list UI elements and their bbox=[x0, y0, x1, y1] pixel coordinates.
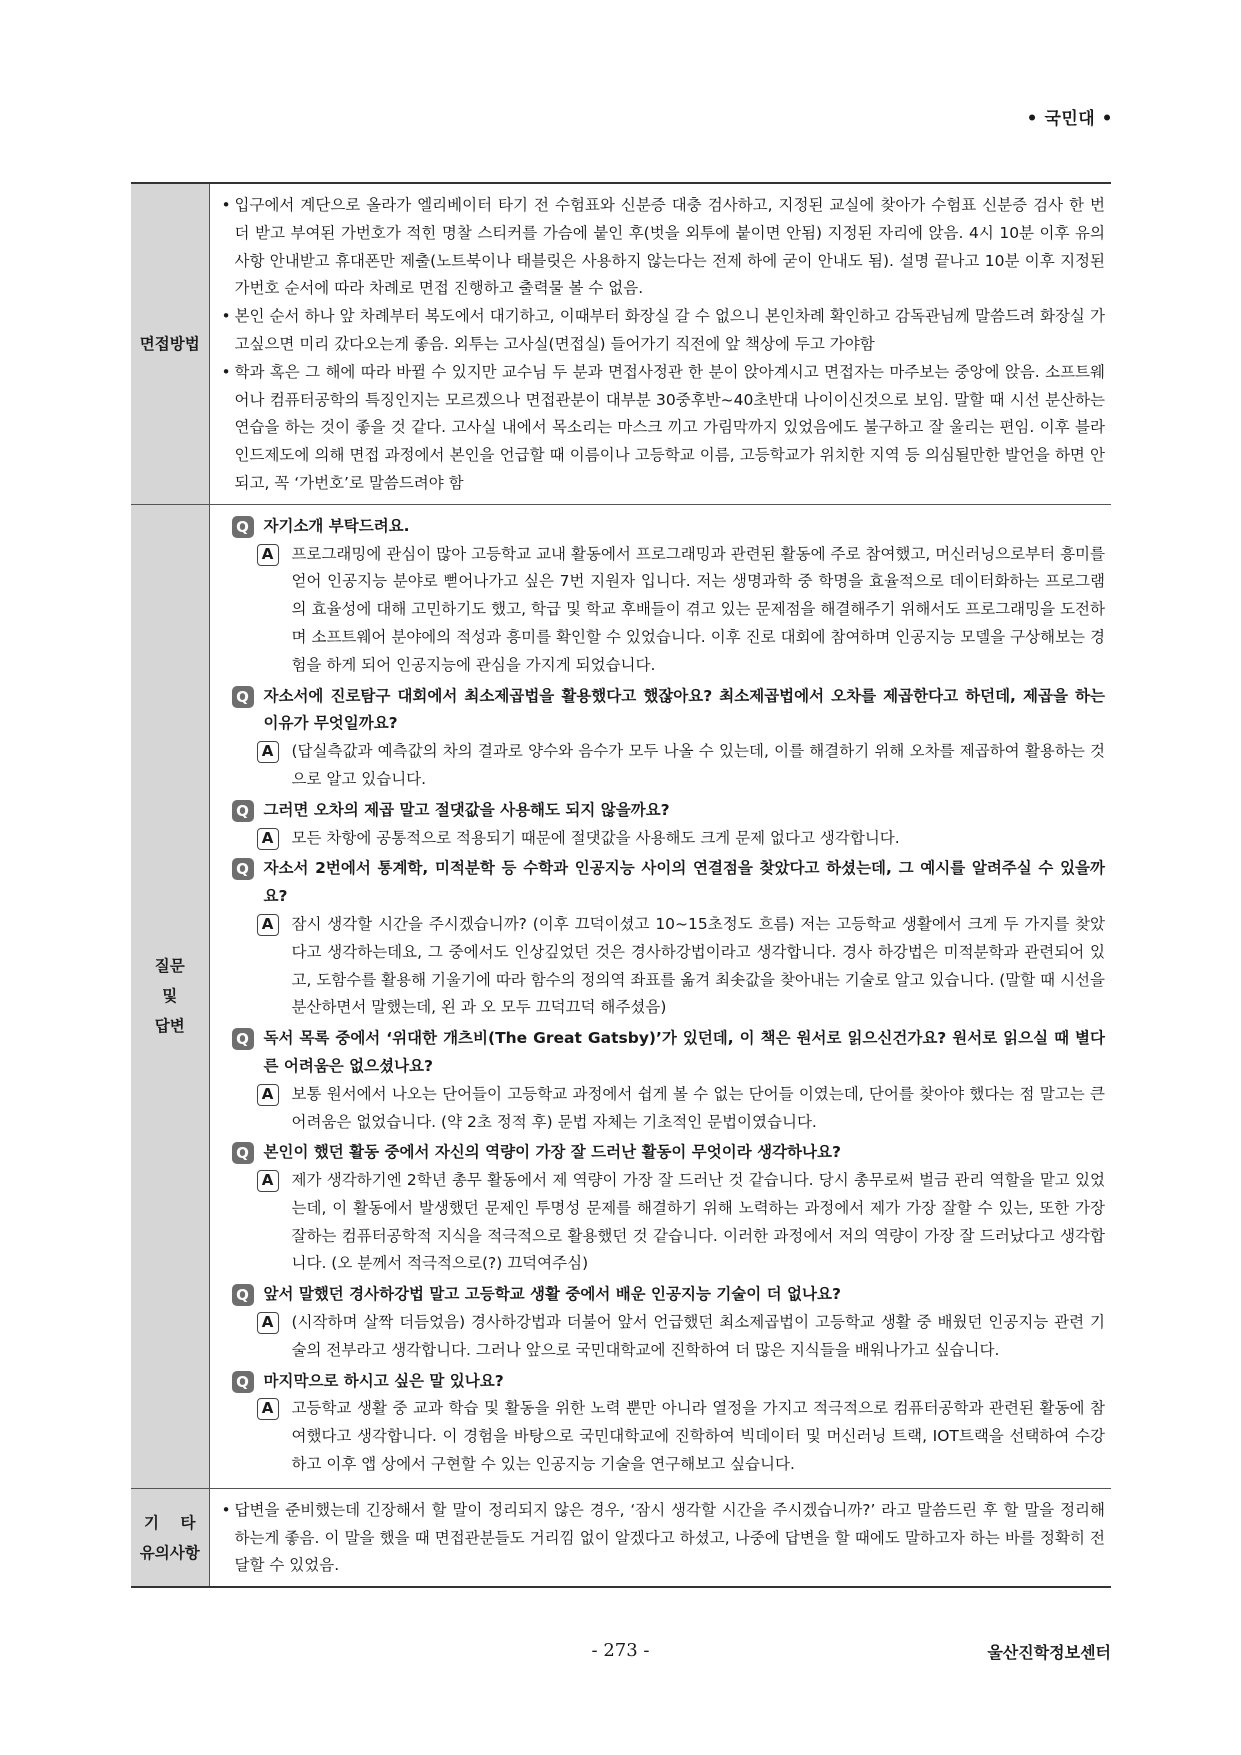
etc-label-line: 기 타 bbox=[143, 1513, 196, 1532]
answer-row bbox=[222, 738, 1106, 794]
etc-label-line: 유의사항 bbox=[139, 1543, 200, 1562]
question-badge-icon: Q bbox=[232, 1371, 254, 1393]
answer-row bbox=[222, 1167, 1106, 1278]
qa-item bbox=[222, 1368, 1106, 1479]
question-badge-icon: Q bbox=[232, 516, 254, 538]
question-text: 본인이 했던 활동 중에서 자신의 역량이 가장 잘 드러난 활동이 무엇이라 생각하나요? bbox=[263, 1143, 841, 1162]
answer-row bbox=[222, 1395, 1106, 1478]
interview-table bbox=[131, 182, 1111, 1588]
answer-row bbox=[222, 1081, 1106, 1137]
question-text: 자소서 2번에서 통계학, 미적분학 등 수학과 인공지능 사이의 연결점을 찾았다고 하셨는데, 그 예시를 알려주실 수 있을까요? bbox=[263, 859, 1105, 906]
answer-text: 모든 차항에 공통적으로 적용되기 때문에 절댓값을 사용해도 크게 문제 없다고 생각합니다. bbox=[291, 828, 900, 847]
qa-item bbox=[222, 1025, 1106, 1136]
etc-bullet-list bbox=[222, 1497, 1106, 1580]
question-row bbox=[222, 1025, 1106, 1081]
answer-badge-icon: A bbox=[257, 1398, 279, 1420]
answer-badge-icon: A bbox=[257, 741, 279, 763]
question-badge-icon: Q bbox=[232, 1028, 254, 1050]
question-row bbox=[222, 683, 1106, 739]
question-badge-icon: Q bbox=[232, 1284, 254, 1306]
question-text: 자소서에 진로탐구 대회에서 최소제곱법을 활용했다고 했잖아요? 최소제곱법에서 오차를 제곱한다고 하던데, 제곱을 하는 이유가 무엇일까요? bbox=[263, 686, 1105, 733]
answer-row bbox=[222, 825, 1106, 853]
method-content bbox=[209, 183, 1111, 504]
etc-label bbox=[131, 1488, 209, 1587]
answer-text: (시작하며 살짝 더듬었음) 경사하강법과 더불어 앞서 언급했던 최소제곱법이 고등학교 생활 중 배웠던 인공지능 관련 기술의 전부라고 생각합니다. 그러나 앞으로 국민대학교에 진학하여 더 많은 지식들을 배워나가고 싶습니다. bbox=[291, 1313, 1105, 1359]
answer-row bbox=[222, 541, 1106, 680]
answer-badge-icon: A bbox=[257, 1312, 279, 1334]
answer-row bbox=[222, 911, 1106, 1022]
answer-text: 제가 생각하기엔 2학년 총무 활동에서 제 역량이 가장 잘 드러난 것 같습니다. 당시 총무로써 벌금 관리 역할을 맡고 있었는데, 이 활동에서 발생했던 문제인 투명성 문제를 해결하기 위해 노력하는 과정에서 제가 가장 잘할 수 있는, 또한 가장 잘하는 컴퓨터공학적 지식을 적극적으로 활용했던 것 같습니다. 이러한 과정에서 저의 역량이 가장 잘 드러났다고 생각합니다. (오 분께서 적극적으로(?) 끄덕여주심) bbox=[291, 1171, 1105, 1273]
question-row bbox=[222, 1368, 1106, 1396]
question-text: 앞서 말했던 경사하강법 말고 고등학교 생활 중에서 배운 인공지능 기술이 더 없나요? bbox=[263, 1285, 841, 1304]
university-header: • 국민대 • bbox=[1026, 109, 1113, 129]
qa-label-line: 답변 bbox=[154, 1017, 185, 1036]
question-row bbox=[222, 1281, 1106, 1309]
answer-badge-icon: A bbox=[257, 1170, 279, 1192]
answer-row bbox=[222, 1309, 1106, 1365]
question-text: 자기소개 부탁드려요. bbox=[263, 516, 410, 535]
question-badge-icon: Q bbox=[232, 1142, 254, 1164]
method-bullet: • 본인 순서 하나 앞 차례부터 복도에서 대기하고, 이때부터 화장실 갈 수 없으니 본인차례 확인하고 감독관님께 말씀드려 화장실 가고싶으면 미리 갔다오는게 좋음. 외투는 고사실(면접실) 들어가기 직전에 앞 책상에 두고 가야함 bbox=[222, 303, 1106, 359]
answer-text: 프로그래밍에 관심이 많아 고등학교 교내 활동에서 프로그래밍과 관련된 활동에 주로 참여했고, 머신러닝으로부터 흥미를 얻어 인공지능 분야로 뻗어나가고 싶은 7번 지원자 입니다. 저는 생명과학 중 학명을 효율적으로 데이터화하는 프로그램의 효율성에 대해 고민하기도 했고, 학급 및 학교 후배들이 겪고 있는 문제점을 해결해주기 위해서도 프로그래밍을 도전하며 소프트웨어 분야에의 적성과 흥미를 확인할 수 있었습니다. 이후 진로 대회에 참여하며 인공지능 모델을 구상해보는 경험을 하게 되어 인공지능에 관심을 가지게 되었습니다. bbox=[291, 544, 1105, 674]
page-number: - 273 - bbox=[591, 1640, 650, 1661]
etc-row bbox=[131, 1488, 1111, 1587]
question-text: 독서 목록 중에서 ‘위대한 개츠비(The Great Gatsby)’가 있던데, 이 책은 원서로 읽으신건가요? 원서로 읽으실 때 별다른 어려움은 없으셨나요? bbox=[263, 1029, 1105, 1075]
qa-item bbox=[222, 797, 1106, 853]
answer-text: (답실측값과 예측값의 차의 결과로 양수와 음수가 모두 나올 수 있는데, 이를 해결하기 위해 오차를 제곱하여 활용하는 것으로 알고 있습니다. bbox=[291, 742, 1105, 788]
qa-label-line: 질문 bbox=[154, 957, 185, 976]
answer-text: 보통 원서에서 나오는 단어들이 고등학교 과정에서 쉽게 볼 수 없는 단어들 이였는데, 단어를 찾아야 했다는 점 말고는 큰 어려움은 없었습니다. (약 2초 정적 후) 문법 자체는 기초적인 문법이였습니다. bbox=[291, 1084, 1105, 1131]
qa-item bbox=[222, 1139, 1106, 1278]
qa-item bbox=[222, 855, 1106, 1022]
method-bullet-list bbox=[222, 192, 1106, 498]
answer-text: 고등학교 생활 중 교과 학습 및 활동을 위한 노력 뿐만 아니라 열정을 가지고 적극적으로 컴퓨터공학과 관련된 활동에 참여했다고 생각합니다. 이 경험을 바탕으로 국민대학교에 진학하여 빅데이터 및 머신러닝 트랙, IOT트랙을 선택하여 수강하고 이후 앱 상에서 구현할 수 있는 인공지능 기술을 연구해보고 싶습니다. bbox=[291, 1399, 1105, 1474]
qa-item bbox=[222, 683, 1106, 794]
method-bullet: • 학과 혹은 그 해에 따라 바뀔 수 있지만 교수님 두 분과 면접사정관 한 분이 앉아계시고 면접자는 마주보는 중앙에 앉음. 소프트웨어나 컴퓨터공학의 특징인지는 모르겠으나 면접관분이 대부분 30중후반~40초반대 나이이신것으로 보임. 말할 때 시선 분산하는 연습을 하는 것이 좋을 것 같다. 고사실 내에서 목소리는 마스크 끼고 가림막까지 있었음에도 불구하고 잘 울리는 편임. 이후 블라인드제도에 의해 면접 과정에서 본인을 언급할 때 이름이나 고등학교 이름, 고등학교가 위치한 지역 등 의심될만한 발언을 하면 안되고, 꼭 ‘가번호’로 말씀드려야 함 bbox=[222, 359, 1106, 498]
question-badge-icon: Q bbox=[232, 858, 254, 880]
qa-row bbox=[131, 504, 1111, 1488]
qa-label-line: 및 bbox=[162, 987, 178, 1006]
method-label: 면접방법 bbox=[131, 183, 209, 504]
answer-badge-icon: A bbox=[257, 828, 279, 850]
question-text: 그러면 오차의 제곱 말고 절댓값을 사용해도 되지 않을까요? bbox=[263, 800, 670, 819]
etc-content bbox=[209, 1488, 1111, 1587]
footer-organization: 울산진학정보센터 bbox=[987, 1643, 1111, 1662]
question-badge-icon: Q bbox=[232, 800, 254, 822]
question-badge-icon: Q bbox=[232, 686, 254, 708]
question-row bbox=[222, 1139, 1106, 1167]
question-text: 마지막으로 하시고 싶은 말 있나요? bbox=[263, 1371, 504, 1390]
question-row bbox=[222, 513, 1106, 541]
etc-bullet: • 답변을 준비했는데 긴장해서 할 말이 정리되지 않은 경우, ‘잠시 생각할 시간을 주시겠습니까?’ 라고 말씀드린 후 할 말을 정리해 하는게 좋음. 이 말을 했을 때 면접관분들도 거리낌 없이 알겠다고 하셨고, 나중에 답변을 할 때에도 말하고자 하는 바를 정확히 전달할 수 있었음. bbox=[222, 1497, 1106, 1580]
method-bullet: • 입구에서 계단으로 올라가 엘리베이터 타기 전 수험표와 신분증 대충 검사하고, 지정된 교실에 찾아가 수험표 신분증 검사 한 번 더 받고 부여된 가번호가 적힌 명찰 스티커를 가슴에 붙인 후(벗을 외투에 붙이면 안됨) 지정된 자리에 앉음. 4시 10분 이후 유의사항 안내받고 휴대폰만 제출(노트북이나 태블릿은 사용하지 않는다는 전제 하에 굳이 안내도 됨). 설명 끝나고 10분 이후 지정된 가번호 순서에 따라 차례로 면접 진행하고 출력물 볼 수 없음. bbox=[222, 192, 1106, 303]
question-row bbox=[222, 855, 1106, 911]
method-row bbox=[131, 183, 1111, 504]
answer-text: 잠시 생각할 시간을 주시겠습니까? (이후 끄덕이셨고 10~15초정도 흐름) 저는 고등학교 생활에서 크게 두 가지를 찾았다고 생각하는데요, 그 중에서도 인상깊었던 것은 경사하강법이라고 생각합니다. 경사 하강법은 미적분학과 관련되어 있고, 도함수를 활용해 기울기에 따라 함수의 정의역 좌표를 옮겨 최솟값을 찾아내는 기술로 알고 있습니다. (말할 때 시선을 분산하면서 말했는데, 왼 과 오 모두 끄덕끄덕 해주셨음) bbox=[291, 914, 1105, 1017]
question-row bbox=[222, 797, 1106, 825]
qa-content bbox=[209, 504, 1111, 1488]
qa-item bbox=[222, 513, 1106, 680]
answer-badge-icon: A bbox=[257, 1084, 279, 1106]
answer-badge-icon: A bbox=[257, 914, 279, 936]
qa-item bbox=[222, 1281, 1106, 1364]
answer-badge-icon: A bbox=[257, 544, 279, 566]
qa-label bbox=[131, 504, 209, 1488]
